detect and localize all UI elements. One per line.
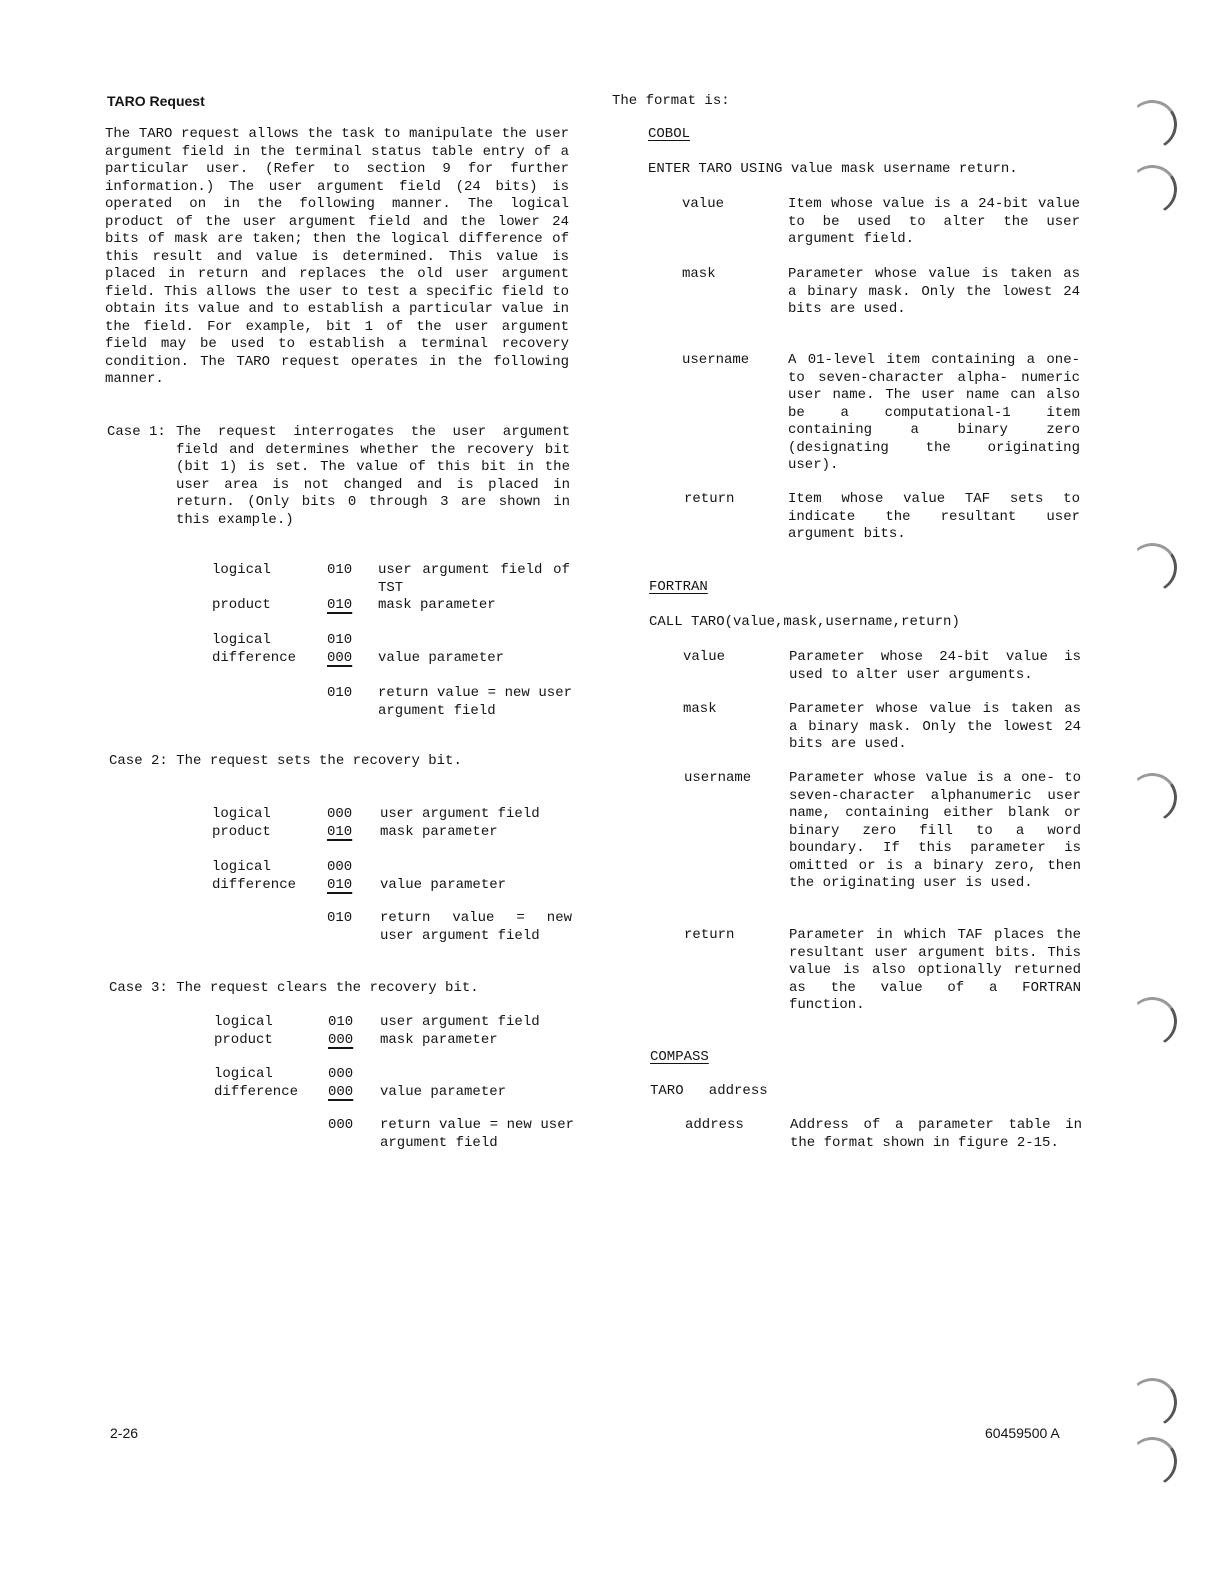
case1-desc-5: return value = new user argument field	[378, 685, 572, 719]
case1-difference: difference	[212, 650, 297, 666]
fortran-param-name: username	[684, 770, 752, 786]
fortran-param-name: value	[683, 649, 726, 665]
cobol-param-name: mask	[682, 266, 716, 282]
fortran-param-desc: Parameter whose value is taken as a binary mask. Only the lowest 24 bits are used.	[789, 701, 1081, 752]
cobol-param-name: value	[682, 196, 725, 212]
case2-logical-2: logical	[212, 859, 271, 875]
case2-difference: difference	[212, 877, 297, 893]
case3-desc-4: value parameter	[380, 1084, 507, 1100]
case1-bits-3: 010	[327, 632, 353, 648]
case3-product: product	[214, 1032, 273, 1048]
compass-syntax: TARO address	[650, 1083, 768, 1099]
case1-logical: logical	[212, 562, 271, 578]
cobol-heading: COBOL	[648, 126, 691, 142]
fortran-syntax: CALL TARO(value,mask,username,return)	[649, 614, 960, 630]
binder-hole-icon	[1124, 1433, 1181, 1490]
binder-hole-icon	[1124, 539, 1181, 596]
fortran-param-name: mask	[683, 701, 717, 717]
case3-desc-1: user argument field	[380, 1014, 540, 1030]
case3-bits-2: 000	[328, 1032, 354, 1048]
cobol-param-desc: Parameter whose value is taken as a binary mask. Only the lowest 24 bits are used.	[788, 266, 1080, 317]
compass-heading: COMPASS	[650, 1049, 709, 1065]
case3-desc-5: return value = new user argument field	[380, 1117, 574, 1151]
cobol-param-name: return	[684, 491, 735, 507]
binder-hole-icon	[1124, 769, 1181, 826]
case1-bits-2: 010	[327, 597, 353, 613]
binder-hole-icon	[1124, 993, 1181, 1050]
cobol-syntax: ENTER TARO USING value mask username return.	[648, 161, 1018, 177]
case1-label: Case 1:	[107, 424, 166, 440]
case2-bits-4: 010	[327, 877, 353, 893]
cobol-param-name: username	[682, 352, 750, 368]
case1-product: product	[212, 597, 271, 613]
case3-bits-3: 000	[328, 1066, 354, 1082]
section-title: TARO Request	[107, 93, 205, 109]
document-number: 60459500 A	[985, 1425, 1060, 1441]
binder-hole-icon	[1124, 1374, 1181, 1431]
cobol-param-desc: A 01-level item containing a one- to seven-character alpha- numeric user name. The user name can also be a computational-1 item containing a binary zero (designating the originating user).	[788, 352, 1080, 473]
cobol-param-desc: Item whose value is a 24-bit value to be used to alter the user argument field.	[788, 196, 1080, 247]
case1-logical-2: logical	[212, 632, 271, 648]
binder-hole-icon	[1124, 96, 1181, 153]
case1-bits-5: 010	[327, 685, 353, 701]
fortran-param-name: return	[684, 927, 735, 943]
case1-text: The request interrogates the user argument field and determines whether the recovery bit (bit 1) is set. The value of this bit in the user area is not changed and is placed in return. (Only bits 0 through 3 are shown in this example.)	[176, 424, 570, 528]
compass-param-desc: Address of a parameter table in the format shown in figure 2-15.	[790, 1117, 1082, 1151]
compass-param-name: address	[685, 1117, 744, 1133]
case2-desc-1: user argument field	[380, 806, 540, 822]
case1-desc-2: mask parameter	[378, 597, 496, 613]
case2-desc-5: return value = new user argument field	[380, 910, 572, 944]
case3-logical-2: logical	[214, 1066, 273, 1082]
case2-bits-5: 010	[327, 910, 353, 926]
case2-desc-4: value parameter	[380, 877, 507, 893]
case1-bits-1: 010	[327, 562, 353, 578]
fortran-heading: FORTRAN	[649, 579, 708, 595]
fortran-param-desc: Parameter whose 24-bit value is used to alter user arguments.	[789, 649, 1081, 683]
page-number: 2-26	[110, 1425, 139, 1441]
case2-bits-1: 000	[327, 806, 353, 822]
cobol-param-desc: Item whose value TAF sets to indicate the resultant user argument bits.	[788, 491, 1080, 542]
case1-desc-1: user argument field of TST	[378, 562, 570, 596]
case2-bits-2: 010	[327, 824, 353, 840]
case2-logical: logical	[212, 806, 271, 822]
fortran-param-desc: Parameter whose value is a one- to seven-character alphanumeric user name, containing either blank or binary zero fill to a word boundary. If this parameter is omitted or is a binary zero, then the originating user is used.	[789, 770, 1081, 891]
case1-desc-4: value parameter	[378, 650, 505, 666]
case3-difference: difference	[214, 1084, 299, 1100]
case2-desc-2: mask parameter	[380, 824, 498, 840]
case3-bits-4: 000	[328, 1084, 354, 1100]
format-intro: The format is:	[612, 93, 730, 109]
case3-bits-1: 010	[328, 1014, 354, 1030]
case3-logical: logical	[214, 1014, 273, 1030]
case3-text: Case 3: The request clears the recovery bit.	[109, 980, 479, 996]
case2-text: Case 2: The request sets the recovery bit.	[109, 753, 462, 769]
binder-hole-icon	[1124, 161, 1181, 218]
case2-product: product	[212, 824, 271, 840]
case2-bits-3: 000	[327, 859, 353, 875]
case3-desc-2: mask parameter	[380, 1032, 498, 1048]
intro-paragraph: The TARO request allows the task to manipulate the user argument field in the terminal status table entry of a particular user. (Refer to section 9 for further information.) The user argument field (24 bits) is operated on in the following manner. The logical product of the user argument field and the lower 24 bits of mask are taken; then the logical difference of this result and value is determined. This value is placed in return and replaces the old user argument field. This allows the user to test a specific field to obtain its value and to establish a particular value in the field. For example, bit 1 of the user argument field may be used to establish a terminal recovery condition. The TARO request operates in the following manner.	[105, 126, 569, 387]
fortran-param-desc: Parameter in which TAF places the resultant user argument bits. This value is also optionally returned as the value of a FORTRAN function.	[789, 927, 1081, 1013]
case1-bits-4: 000	[327, 650, 353, 666]
case3-bits-5: 000	[328, 1117, 354, 1133]
